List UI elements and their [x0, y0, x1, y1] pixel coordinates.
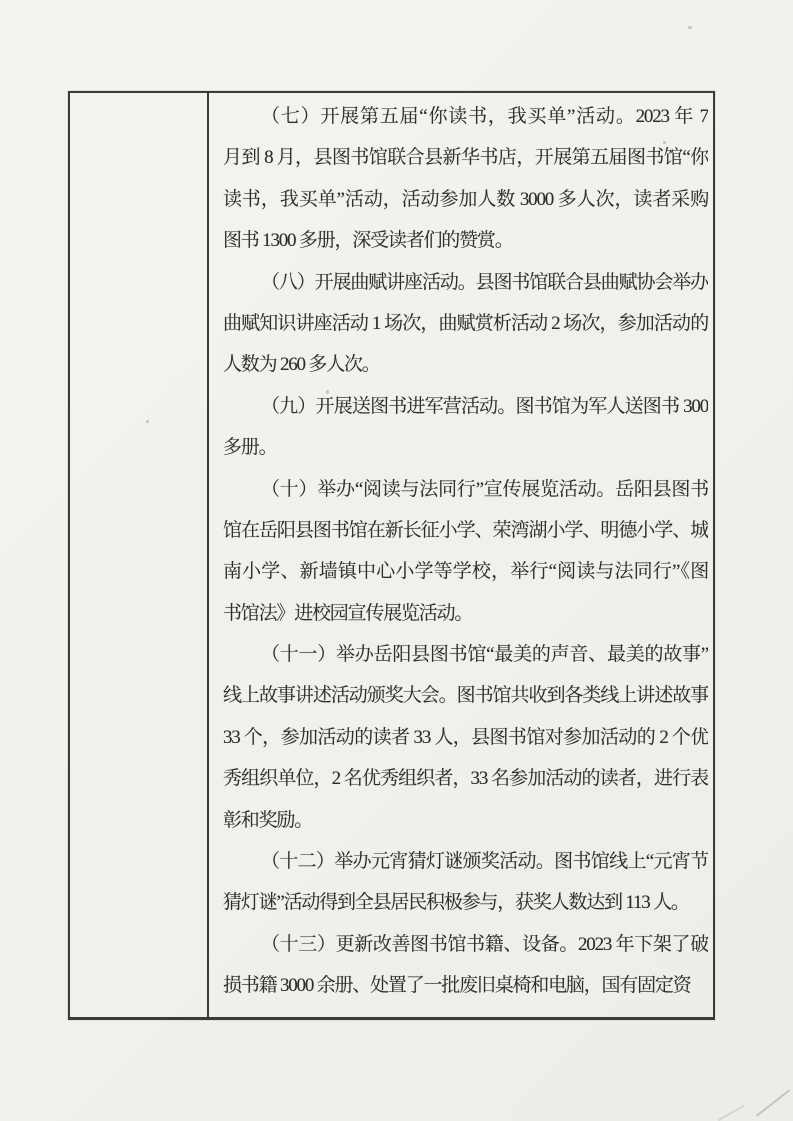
- text-line: 月到 8 月，县图书馆联合县新华书店，开展第五届图书馆“你: [223, 147, 708, 169]
- paragraph-activity-9: [223, 386, 708, 469]
- text-line: 人数为 260 多人次。: [223, 354, 380, 376]
- paragraph-activity-8: [223, 262, 708, 386]
- text-line: 秀组织单位，2 名优秀组织者，33 名参加活动的读者，进行表: [223, 768, 708, 790]
- scan-scratch: [718, 1105, 745, 1121]
- text-line: 馆在岳阳县图书馆在新长征小学、荣湾湖小学、明德小学、城: [223, 519, 708, 541]
- paragraph-activity-7: [223, 96, 708, 262]
- paragraph-activity-13: [223, 924, 708, 1007]
- paragraph-activity-10: [223, 469, 708, 635]
- text-line: 猜灯谜”活动得到全县居民积极参与，获奖人数达到 113 人。: [223, 892, 689, 914]
- text-line: （十三）更新改善图书馆书籍、设备。2023 年下架了破: [261, 933, 708, 955]
- paragraph-activity-11: [223, 634, 708, 841]
- text-line: （八）开展曲赋讲座活动。县图书馆联合县曲赋协会举办: [261, 271, 708, 293]
- text-line: （七）开展第五届“你读书，我买单”活动。2023 年 7: [261, 106, 708, 127]
- text-line: 图书 1300 多册，深受读者们的赞赏。: [223, 230, 513, 252]
- text-line: （十）举办“阅读与法同行”宣传展览活动。岳阳县图书: [261, 478, 708, 500]
- activity-report-table: [68, 91, 715, 1020]
- scan-speck: [688, 26, 692, 29]
- text-line: 多册。: [223, 437, 277, 459]
- table-label-cell-empty: [70, 93, 209, 1017]
- paragraph-activity-12: [223, 841, 708, 924]
- text-line: 损书籍 3000 余册、处置了一批废旧桌椅和电脑，国有固定资: [223, 975, 691, 997]
- text-line: 曲赋知识讲座活动 1 场次，曲赋赏析活动 2 场次，参加活动的: [223, 312, 708, 334]
- scan-scratch: [756, 1089, 790, 1116]
- text-line: （九）开展送图书进军营活动。图书馆为军人送图书 300: [261, 395, 708, 417]
- text-line: 线上故事讲述活动颁奖大会。图书馆共收到各类线上讲述故事: [223, 685, 708, 707]
- text-line: 33 个，参加活动的读者 33 人，县图书馆对参加活动的 2 个优: [223, 726, 708, 748]
- scan-speck: [326, 390, 329, 394]
- text-line: 读书，我买单”活动，活动参加人数 3000 多人次，读者采购: [223, 188, 708, 210]
- text-line: 南小学、新墙镇中心小学等学校，举行“阅读与法同行”《图: [223, 561, 708, 583]
- scan-speck: [146, 420, 149, 423]
- text-line: 彰和奖励。: [223, 809, 313, 831]
- table-content-cell: [209, 93, 713, 1017]
- text-line: 书馆法》进校园宣传展览活动。: [223, 602, 473, 624]
- text-line: （十二）举办元宵猜灯谜颁奖活动。图书馆线上“元宵节: [261, 851, 708, 873]
- text-line: （十一）举办岳阳县图书馆“最美的声音、最美的故事”: [261, 644, 708, 666]
- scan-speck: [663, 141, 666, 144]
